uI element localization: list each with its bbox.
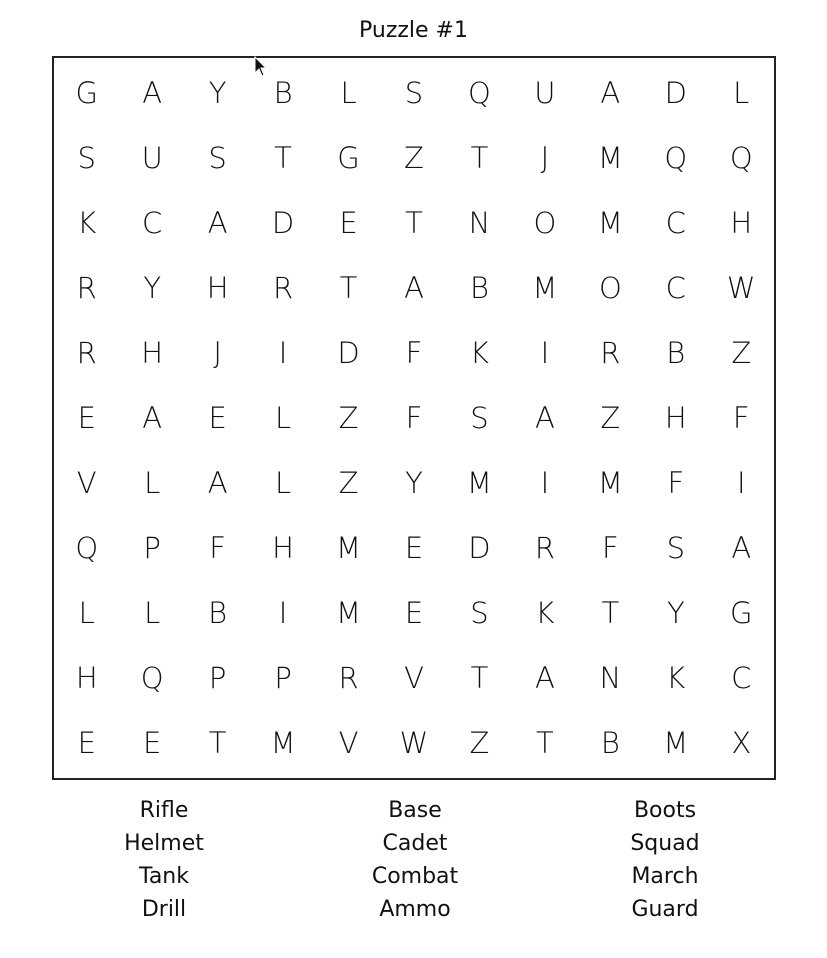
- grid-cell[interactable]: E: [77, 400, 96, 435]
- grid-cell[interactable]: F: [667, 466, 685, 501]
- grid-cell[interactable]: B: [600, 726, 620, 761]
- grid-cell[interactable]: M: [597, 466, 623, 501]
- grid-cell[interactable]: A: [731, 531, 752, 566]
- puzzle-title: Puzzle #1: [359, 18, 468, 43]
- grid-cell[interactable]: O: [533, 205, 557, 240]
- grid-cell[interactable]: E: [77, 726, 96, 761]
- word-item: March: [631, 864, 699, 889]
- word-item: Base: [388, 798, 442, 823]
- grid-cell[interactable]: B: [273, 75, 293, 110]
- grid-cell[interactable]: W: [726, 270, 756, 305]
- grid-cell[interactable]: Z: [404, 140, 424, 175]
- grid-cell[interactable]: S: [208, 140, 227, 175]
- grid-cell[interactable]: Z: [469, 726, 490, 761]
- grid-cell[interactable]: E: [404, 531, 424, 566]
- letter-grid[interactable]: [52, 56, 776, 780]
- grid-cell[interactable]: K: [666, 661, 686, 696]
- grid-cell[interactable]: G: [75, 75, 98, 110]
- word-item: Squad: [630, 831, 700, 856]
- grid-cell[interactable]: T: [339, 270, 358, 305]
- grid-cell[interactable]: L: [78, 596, 95, 631]
- grid-cell[interactable]: C: [665, 205, 686, 240]
- grid-cell[interactable]: S: [666, 531, 686, 566]
- grid-cell[interactable]: N: [468, 205, 491, 240]
- grid-cell[interactable]: Y: [405, 466, 423, 501]
- grid-cell[interactable]: Y: [666, 596, 685, 631]
- grid-cell[interactable]: Z: [338, 466, 359, 501]
- grid-cell[interactable]: V: [404, 661, 424, 696]
- grid-cell[interactable]: S: [470, 596, 489, 631]
- grid-cell[interactable]: P: [143, 531, 161, 566]
- grid-cell[interactable]: R: [338, 661, 359, 696]
- grid-cell[interactable]: I: [278, 335, 288, 370]
- grid-cell[interactable]: S: [470, 400, 489, 435]
- grid-cell[interactable]: F: [209, 531, 226, 566]
- grid-cell[interactable]: M: [597, 140, 623, 175]
- grid-cell[interactable]: C: [142, 205, 163, 240]
- word-column-2: [315, 794, 515, 926]
- grid-cell[interactable]: C: [665, 270, 686, 305]
- grid-cell[interactable]: M: [663, 726, 689, 761]
- grid-cell[interactable]: L: [275, 400, 292, 435]
- grid-cell[interactable]: R: [534, 531, 555, 566]
- grid-cell[interactable]: L: [275, 466, 292, 501]
- grid-cell[interactable]: M: [532, 270, 558, 305]
- word-item: Boots: [633, 798, 697, 823]
- grid-cell[interactable]: Y: [208, 75, 227, 110]
- grid-cell[interactable]: I: [540, 335, 550, 370]
- grid-cell[interactable]: L: [340, 75, 357, 110]
- word-item: Combat: [371, 864, 459, 889]
- grid-cell[interactable]: Q: [664, 140, 688, 175]
- grid-cell[interactable]: H: [730, 205, 753, 240]
- grid-cell[interactable]: G: [730, 596, 753, 631]
- grid-cell[interactable]: R: [273, 270, 294, 305]
- grid-cell[interactable]: M: [466, 466, 492, 501]
- grid-cell[interactable]: N: [599, 661, 622, 696]
- grid-cell[interactable]: K: [77, 205, 97, 240]
- grid-cell[interactable]: G: [337, 140, 360, 175]
- grid-cell[interactable]: T: [274, 140, 292, 175]
- grid-cell[interactable]: C: [731, 661, 752, 696]
- grid-cell[interactable]: L: [144, 596, 161, 631]
- word-item: Guard: [631, 897, 699, 922]
- grid-cell[interactable]: M: [336, 596, 362, 631]
- grid-cell[interactable]: M: [270, 726, 296, 761]
- grid-cell[interactable]: E: [339, 205, 358, 240]
- grid-cell[interactable]: E: [143, 726, 162, 761]
- grid-cell[interactable]: V: [338, 726, 359, 761]
- grid-cell[interactable]: B: [469, 270, 489, 305]
- grid-cell[interactable]: A: [534, 661, 555, 696]
- grid-cell[interactable]: O: [598, 270, 622, 305]
- grid-cell[interactable]: K: [469, 335, 489, 370]
- word-column-1: [64, 794, 264, 926]
- grid-cell[interactable]: T: [405, 205, 423, 240]
- mouse-pointer-icon: [254, 56, 268, 78]
- grid-cell[interactable]: S: [77, 140, 96, 175]
- grid-cell[interactable]: U: [141, 140, 163, 175]
- grid-cell[interactable]: T: [208, 726, 227, 761]
- word-item: Cadet: [382, 831, 448, 856]
- grid-cell[interactable]: I: [736, 466, 746, 501]
- grid-cell[interactable]: Q: [75, 531, 99, 566]
- grid-cell[interactable]: E: [404, 596, 424, 631]
- word-item: Rifle: [139, 798, 189, 823]
- grid-cell[interactable]: H: [272, 531, 294, 566]
- grid-cell[interactable]: A: [142, 75, 163, 110]
- grid-cell[interactable]: I: [278, 596, 288, 631]
- grid-cell[interactable]: D: [337, 335, 360, 370]
- grid-cell[interactable]: Y: [143, 270, 162, 305]
- grid-cell[interactable]: H: [206, 270, 229, 305]
- grid-cell[interactable]: U: [534, 75, 556, 110]
- word-item: Ammo: [379, 897, 451, 922]
- grid-cell[interactable]: K: [535, 596, 555, 631]
- grid-cell[interactable]: L: [144, 466, 161, 501]
- grid-cell[interactable]: B: [208, 596, 228, 631]
- grid-cell[interactable]: Q: [140, 661, 164, 696]
- grid-cell[interactable]: L: [733, 75, 750, 110]
- grid-cell[interactable]: S: [404, 75, 424, 110]
- grid-cell[interactable]: Q: [729, 140, 753, 175]
- grid-cell[interactable]: B: [666, 335, 686, 370]
- grid-cell[interactable]: T: [470, 140, 489, 175]
- grid-cell[interactable]: F: [405, 335, 423, 370]
- word-item: Helmet: [124, 831, 204, 856]
- grid-cell[interactable]: A: [207, 466, 228, 501]
- word-column-3: [565, 794, 765, 926]
- grid-cell[interactable]: V: [76, 466, 97, 501]
- grid-cell[interactable]: D: [468, 531, 491, 566]
- grid-cell[interactable]: R: [76, 270, 97, 305]
- grid-cell[interactable]: Z: [600, 400, 621, 435]
- grid-cell[interactable]: A: [534, 400, 555, 435]
- grid-cell[interactable]: H: [141, 335, 164, 370]
- grid-cell[interactable]: F: [732, 400, 750, 435]
- word-item: Tank: [139, 864, 189, 889]
- grid-cell[interactable]: R: [76, 335, 97, 370]
- grid-cell[interactable]: P: [274, 661, 292, 696]
- word-item: Drill: [141, 897, 187, 922]
- grid-cell[interactable]: Q: [468, 75, 491, 110]
- grid-cell[interactable]: A: [142, 400, 163, 435]
- grid-cell[interactable]: T: [601, 596, 620, 631]
- grid-cell[interactable]: W: [399, 726, 429, 761]
- grid-cell[interactable]: H: [75, 661, 98, 696]
- grid-cell[interactable]: Z: [338, 400, 359, 435]
- grid-cell[interactable]: T: [536, 726, 554, 761]
- grid-cell[interactable]: D: [271, 205, 295, 240]
- grid-cell[interactable]: M: [336, 531, 362, 566]
- grid-cell[interactable]: Z: [731, 335, 752, 370]
- grid-cell[interactable]: D: [664, 75, 687, 110]
- grid-cell[interactable]: I: [540, 466, 550, 501]
- grid-cell[interactable]: A: [600, 75, 621, 110]
- grid-cell[interactable]: J: [540, 140, 550, 175]
- grid-cell[interactable]: H: [664, 400, 687, 435]
- grid-cell[interactable]: F: [405, 400, 423, 435]
- grid-cell[interactable]: J: [213, 335, 222, 370]
- grid-cell[interactable]: P: [208, 661, 227, 696]
- grid-cell[interactable]: A: [207, 205, 228, 240]
- grid-cell[interactable]: X: [731, 726, 752, 761]
- grid-cell[interactable]: R: [600, 335, 621, 370]
- grid-cell[interactable]: M: [597, 205, 623, 240]
- grid-cell[interactable]: A: [404, 270, 424, 305]
- grid-cell[interactable]: E: [208, 400, 227, 435]
- grid-cell[interactable]: F: [602, 531, 619, 566]
- grid-cell[interactable]: T: [470, 661, 489, 696]
